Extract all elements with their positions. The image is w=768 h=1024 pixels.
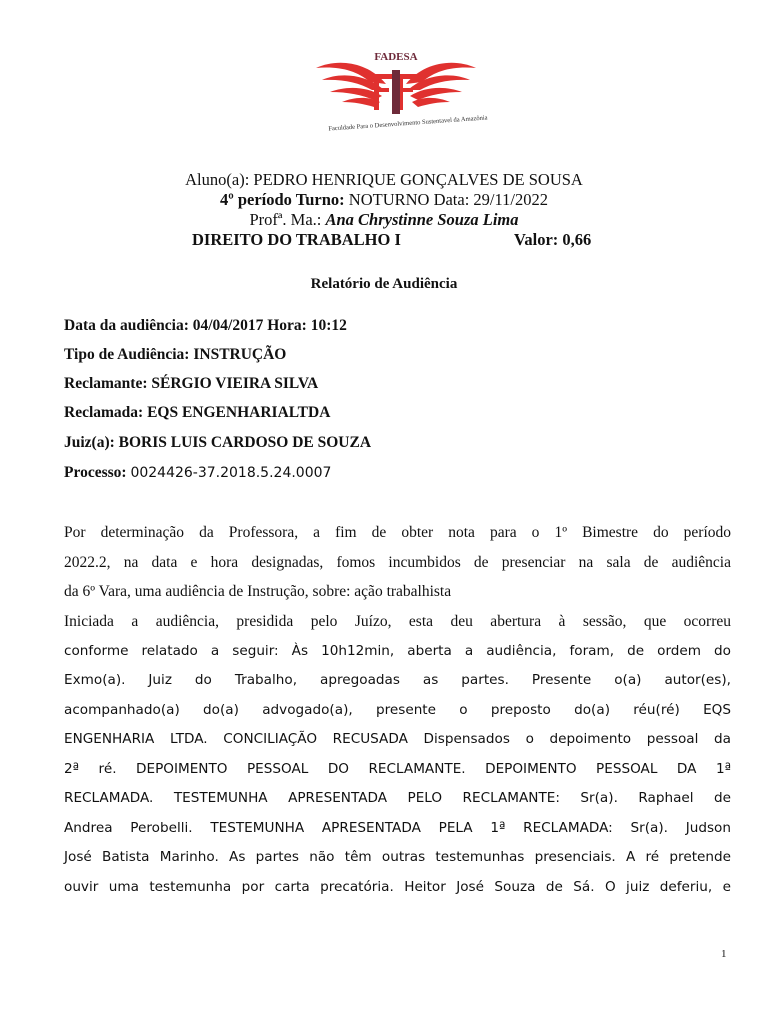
paragraph-line: RECLAMADA. TESTEMUNHA APRESENTADA PELO RECLAMANTE: Sr(a). Raphael de xyxy=(64,790,731,806)
paragraph-line: José Batista Marinho. As partes não têm outras testemunhas presenciais. A ré pretende xyxy=(64,849,731,865)
paragraph-line: 2ª ré. DEPOIMENTO PESSOAL DO RECLAMANTE. DEPOIMENTO PESSOAL DA 1ª xyxy=(64,760,731,777)
paragraph-line: Por determinação da Professora, a fim de obter nota para o 1º Bimestre do período xyxy=(64,524,731,541)
process-line xyxy=(64,464,331,482)
period-value: NOTURNO Data: 29/11/2022 xyxy=(348,190,548,209)
paragraph-line: Iniciada a audiência, presidida pelo Juízo, esta deu abertura à sessão, que ocorreu xyxy=(64,613,731,630)
student-name: PEDRO HENRIQUE GONÇALVES DE SOUSA xyxy=(253,170,583,189)
claimant: Reclamante: SÉRGIO VIEIRA SILVA xyxy=(64,375,319,392)
professor-line xyxy=(0,210,768,230)
period-label: 4º período Turno: xyxy=(220,190,345,209)
page-number: 1 xyxy=(721,948,727,960)
subject-line xyxy=(192,230,592,250)
hearing-date: Data da audiência: 04/04/2017 Hora: 10:12 xyxy=(64,317,347,334)
hearing-type: Tipo de Audiência: INSTRUÇÃO xyxy=(64,346,287,363)
process-label: Processo: xyxy=(64,464,127,481)
intro-paragraph xyxy=(64,518,731,607)
logo-tagline: Faculdade Para o Desenvolvimento Sustentavel da Amazônia xyxy=(328,114,488,133)
paragraph-line: da 6º Vara, uma audiência de Instrução, sobre: ação trabalhista xyxy=(64,583,452,600)
professor-label: Profª. Ma.: xyxy=(249,210,322,229)
student-label: Aluno(a): xyxy=(185,170,250,189)
paragraph-line: acompanhado(a) do(a) advogado(a), presente o preposto do(a) réu(ré) EQS xyxy=(64,701,731,718)
paragraph-line: Exmo(a). Juiz do Trabalho, apregoadas as partes. Presente o(a) autor(es), xyxy=(64,672,731,688)
subject-title: DIREITO DO TRABALHO I xyxy=(192,230,401,249)
defendant: Reclamada: EQS ENGENHARIALTDA xyxy=(64,404,331,421)
paragraph-line: Andrea Perobelli. TESTEMUNHA APRESENTADA PELA 1ª RECLAMADA: Sr(a). Judson xyxy=(64,819,731,836)
hearing-paragraph xyxy=(64,607,731,902)
logo-brand: FADESA xyxy=(374,51,418,63)
grade-value: Valor: 0,66 xyxy=(514,230,592,249)
report-title: Relatório de Audiência xyxy=(310,276,458,292)
judge: Juiz(a): BORIS LUIS CARDOSO DE SOUZA xyxy=(64,434,372,451)
fadesa-logo xyxy=(308,44,488,136)
student-line xyxy=(0,170,768,190)
paragraph-line: 2022.2, na data e hora designadas, fomos incumbidos de presenciar na sala de audiência xyxy=(64,553,731,571)
paragraph-line: ouvir uma testemunha por carta precatória. Heitor José Souza de Sá. O juiz deferiu, e xyxy=(64,878,731,895)
paragraph-line: conforme relatado a seguir: Às 10h12min, aberta a audiência, foram, de ordem do xyxy=(64,642,731,659)
paragraph-line: ENGENHARIA LTDA. CONCILIAÇÃO RECUSADA Dispensados o depoimento pessoal da xyxy=(64,731,731,747)
period-line xyxy=(0,190,768,210)
process-number: 0024426-37.2018.5.24.0007 xyxy=(130,465,332,481)
professor-name: Ana Chrystinne Souza Lima xyxy=(325,210,519,229)
